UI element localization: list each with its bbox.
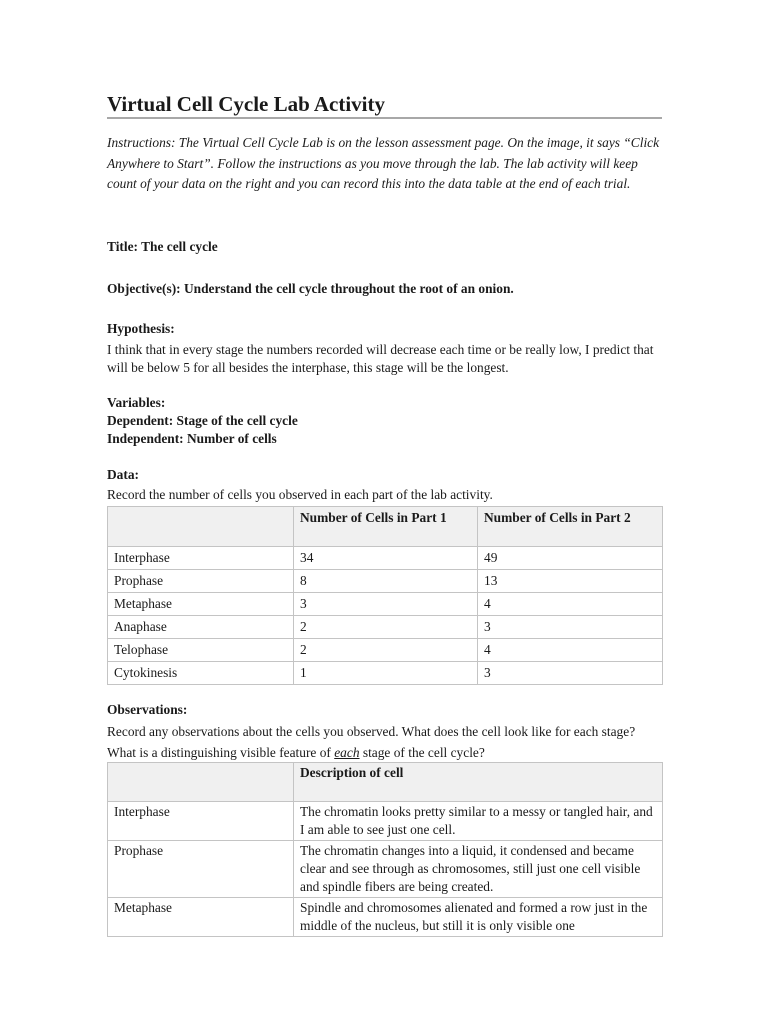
- data-table-row: [108, 662, 663, 685]
- description-cell: The chromatin looks pretty similar to a messy or tangled hair, and I am able to see just one cell.: [294, 802, 663, 841]
- part2-count-cell: 49: [478, 547, 663, 570]
- part2-count-cell: 4: [478, 639, 663, 662]
- part1-count-cell: 8: [294, 570, 478, 593]
- data-table-header-cell: [108, 507, 294, 547]
- stage-cell: Anaphase: [108, 616, 294, 639]
- dependent-variable: Dependent: Stage of the cell cycle: [107, 413, 298, 428]
- hypothesis-heading: Hypothesis:: [107, 321, 175, 336]
- instructions-text: Instructions: The Virtual Cell Cycle Lab is on the lesson assessment page. On the image, it says “Click Anywhere to Start”. Follow the instructions as you move through the lab. The lab activity will keep count of your data on the right and you can record this into the data table at the end of each trial.: [107, 135, 660, 192]
- data-table-header-row: [108, 507, 663, 547]
- part1-count-cell: 34: [294, 547, 478, 570]
- data-instruction: Record the number of cells you observed in each part of the lab activity.: [107, 487, 493, 502]
- part2-count-cell: 3: [478, 616, 663, 639]
- observations-table-row: [108, 802, 663, 841]
- title-underline: [107, 117, 662, 119]
- part1-count-cell: 3: [294, 593, 478, 616]
- observations-table-header-row: [108, 763, 663, 802]
- document-title: Virtual Cell Cycle Lab Activity: [107, 92, 386, 116]
- data-table-row: [108, 639, 663, 662]
- description-cell: The chromatin changes into a liquid, it condensed and became clear and see through as chromosomes, still just one cell visible and spindle fibers are being created.: [294, 841, 663, 898]
- objective-field: Objective(s): Understand the cell cycle throughout the root of an onion.: [107, 281, 514, 296]
- part2-count-cell: 13: [478, 570, 663, 593]
- part1-count-cell: 2: [294, 616, 478, 639]
- observations-table-row: [108, 841, 663, 898]
- data-heading: Data:: [107, 467, 139, 482]
- stage-cell: Cytokinesis: [108, 662, 294, 685]
- data-table-row: [108, 570, 663, 593]
- stage-cell: Telophase: [108, 639, 294, 662]
- observations-instruction-part1: Record any observations about the cells you observed. What does the cell look like for each stage? What is a distinguishing visible feature of: [107, 724, 636, 760]
- observations-table-header-cell: Description of cell: [294, 763, 663, 802]
- observations-table: [107, 762, 663, 937]
- stage-cell: Prophase: [108, 570, 294, 593]
- hypothesis-text: I think that in every stage the numbers recorded will decrease each time or be really low, I predict that will be below 5 for all besides the interphase, this stage will be the longest.: [107, 342, 654, 376]
- data-table-row: [108, 593, 663, 616]
- data-table-row: [108, 547, 663, 570]
- variables-heading: Variables:: [107, 395, 166, 410]
- data-table-header-cell: Number of Cells in Part 2: [478, 507, 663, 547]
- part1-count-cell: 2: [294, 639, 478, 662]
- independent-variable: Independent: Number of cells: [107, 431, 277, 446]
- observations-heading: Observations:: [107, 702, 188, 717]
- observations-instruction-part2: stage of the cell cycle?: [359, 744, 485, 760]
- stage-cell: Metaphase: [108, 593, 294, 616]
- stage-cell: Metaphase: [108, 898, 294, 937]
- part2-count-cell: 3: [478, 662, 663, 685]
- stage-cell: Interphase: [108, 802, 294, 841]
- title-field: Title: The cell cycle: [107, 239, 218, 254]
- part1-count-cell: 1: [294, 662, 478, 685]
- data-table-header-cell: Number of Cells in Part 1: [294, 507, 478, 547]
- data-table-row: [108, 616, 663, 639]
- observations-table-header-cell: [108, 763, 294, 802]
- description-cell: Spindle and chromosomes alienated and formed a row just in the middle of the nucleus, but still it is only visible one: [294, 898, 663, 937]
- observations-table-row: [108, 898, 663, 937]
- stage-cell: Prophase: [108, 841, 294, 898]
- stage-cell: Interphase: [108, 547, 294, 570]
- observations-instruction-emphasis: each: [334, 744, 360, 760]
- part2-count-cell: 4: [478, 593, 663, 616]
- data-table: [107, 506, 663, 685]
- observations-instruction: [107, 722, 662, 763]
